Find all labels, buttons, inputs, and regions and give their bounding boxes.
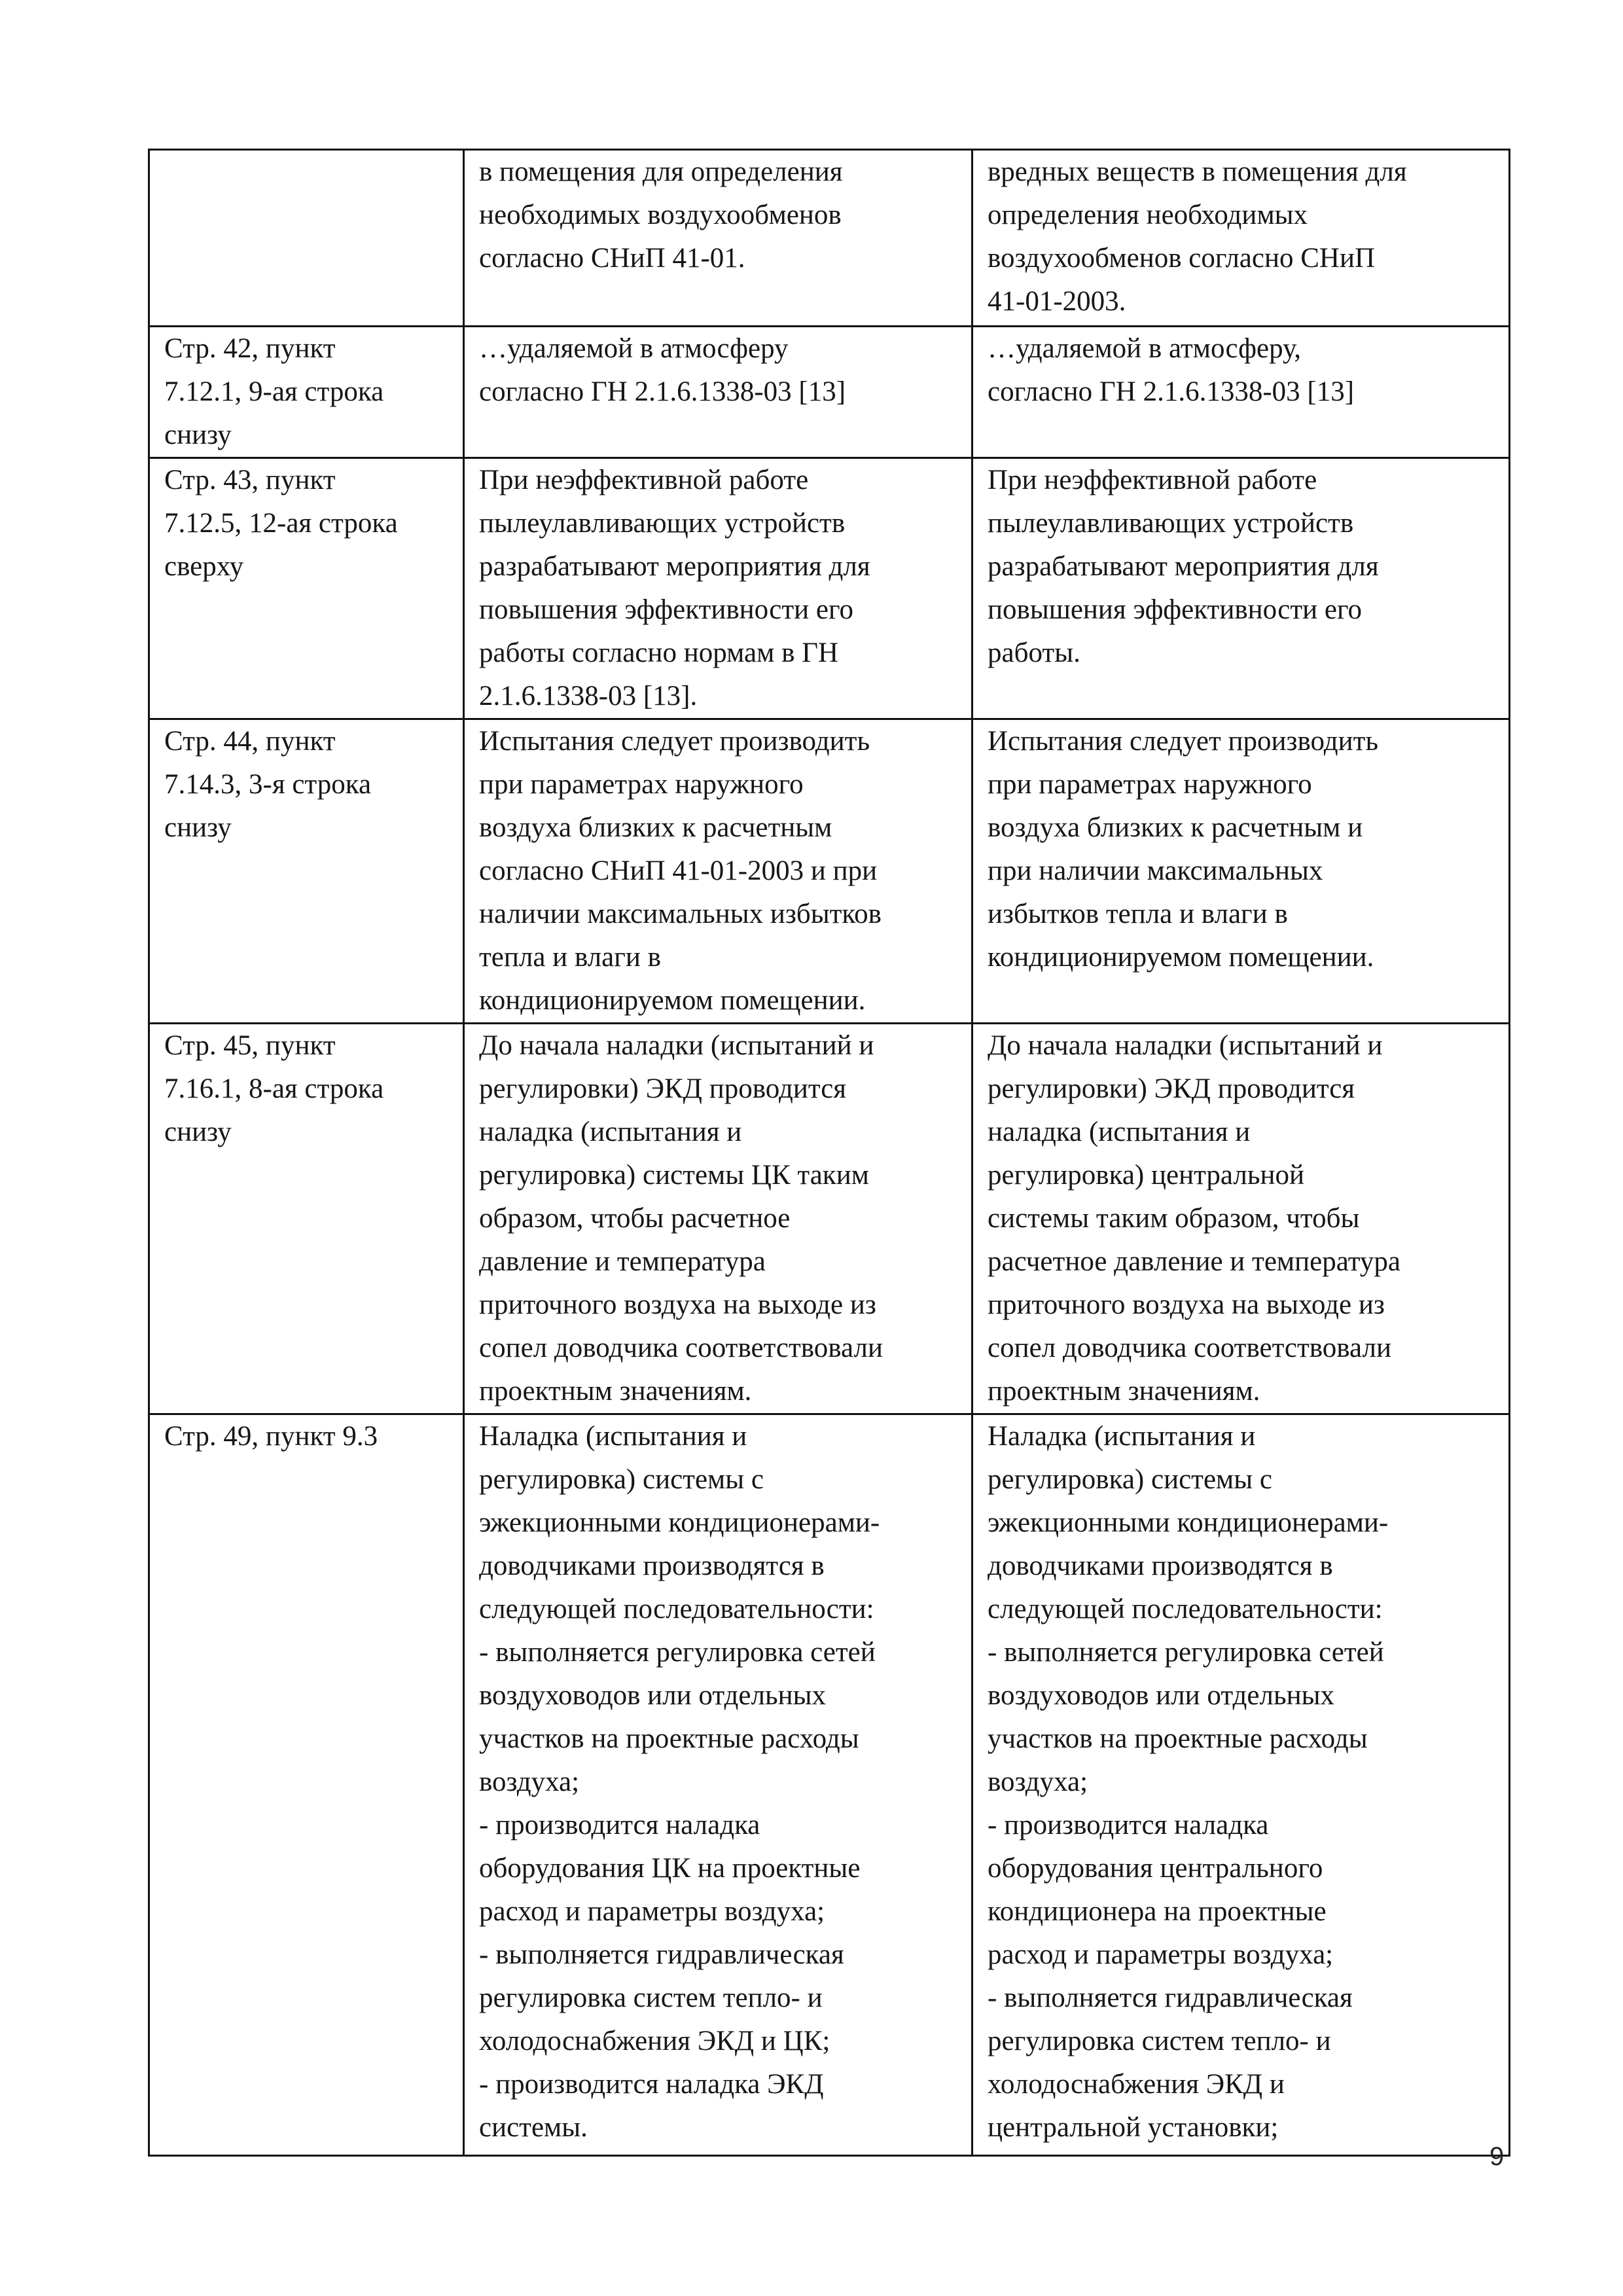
table-row — [149, 1414, 1510, 2156]
reference-cell: Стр. 49, пункт 9.3 — [149, 1414, 464, 2156]
table-row — [149, 1024, 1510, 1414]
original-text-cell: До начала наладки (испытаний и регулировки) ЭКД проводится наладка (испытания и регулировка) системы ЦК таким образом, чтобы расчетное давление и температура приточного воздуха на выходе из сопел доводчика соответствовали проектным значениям. — [464, 1024, 972, 1414]
corrected-text-cell: …удаляемой в атмосферу, согласно ГН 2.1.6.1338-03 [13] — [972, 327, 1510, 458]
corrected-text-cell: До начала наладки (испытаний и регулировки) ЭКД проводится наладка (испытания и регулировка) центральной системы таким образом, чтобы расчетное давление и температура приточного воздуха на выходе из сопел доводчика соответствовали проектным значениям. — [972, 1024, 1510, 1414]
reference-cell: Стр. 43, пункт 7.12.5, 12-ая строка сверху — [149, 458, 464, 719]
original-text-cell: …удаляемой в атмосферу согласно ГН 2.1.6.1338-03 [13] — [464, 327, 972, 458]
table-row — [149, 458, 1510, 719]
corrected-text-cell: Испытания следует производить при параметрах наружного воздуха близких к расчетным и при наличии максимальных избытков тепла и влаги в кондиционируемом помещении. — [972, 719, 1510, 1024]
table-row — [149, 150, 1510, 327]
corrected-text-cell: вредных веществ в помещения для определения необходимых воздухообменов согласно СНиП 41-01-2003. — [972, 150, 1510, 327]
reference-cell — [149, 150, 464, 327]
corrections-table — [148, 149, 1510, 2157]
original-text-cell: Испытания следует производить при параметрах наружного воздуха близких к расчетным согласно СНиП 41-01-2003 и при наличии максимальных избытков тепла и влаги в кондиционируемом помещении. — [464, 719, 972, 1024]
reference-cell: Стр. 45, пункт 7.16.1, 8-ая строка снизу — [149, 1024, 464, 1414]
corrected-text-cell: При неэффективной работе пылеулавливающих устройств разрабатывают мероприятия для повышения эффективности его работы. — [972, 458, 1510, 719]
reference-cell: Стр. 44, пункт 7.14.3, 3-я строка снизу — [149, 719, 464, 1024]
page-number: 9 — [1489, 2142, 1505, 2171]
corrected-text-cell: Наладка (испытания и регулировка) системы с эжекционными кондиционерами- доводчиками производятся в следующей последовательности: - выполняется регулировка сетей воздуховодов или отдельных участков на проектные расходы воздуха; - производится наладка оборудования центрального кондиционера на проектные расход и параметры воздуха; - выполняется гидравлическая регулировка систем тепло- и холодоснабжения ЭКД и центральной установки; — [972, 1414, 1510, 2156]
original-text-cell: Наладка (испытания и регулировка) системы с эжекционными кондиционерами- доводчиками производятся в следующей последовательности: - выполняется регулировка сетей воздуховодов или отдельных участков на проектные расходы воздуха; - производится наладка оборудования ЦК на проектные расход и параметры воздуха; - выполняется гидравлическая регулировка систем тепло- и холодоснабжения ЭКД и ЦК; - производится наладка ЭКД системы. — [464, 1414, 972, 2156]
reference-cell: Стр. 42, пункт 7.12.1, 9-ая строка снизу — [149, 327, 464, 458]
table-row — [149, 719, 1510, 1024]
table-row — [149, 327, 1510, 458]
original-text-cell: При неэффективной работе пылеулавливающих устройств разрабатывают мероприятия для повышения эффективности его работы согласно нормам в ГН 2.1.6.1338-03 [13]. — [464, 458, 972, 719]
original-text-cell: в помещения для определения необходимых воздухообменов согласно СНиП 41-01. — [464, 150, 972, 327]
